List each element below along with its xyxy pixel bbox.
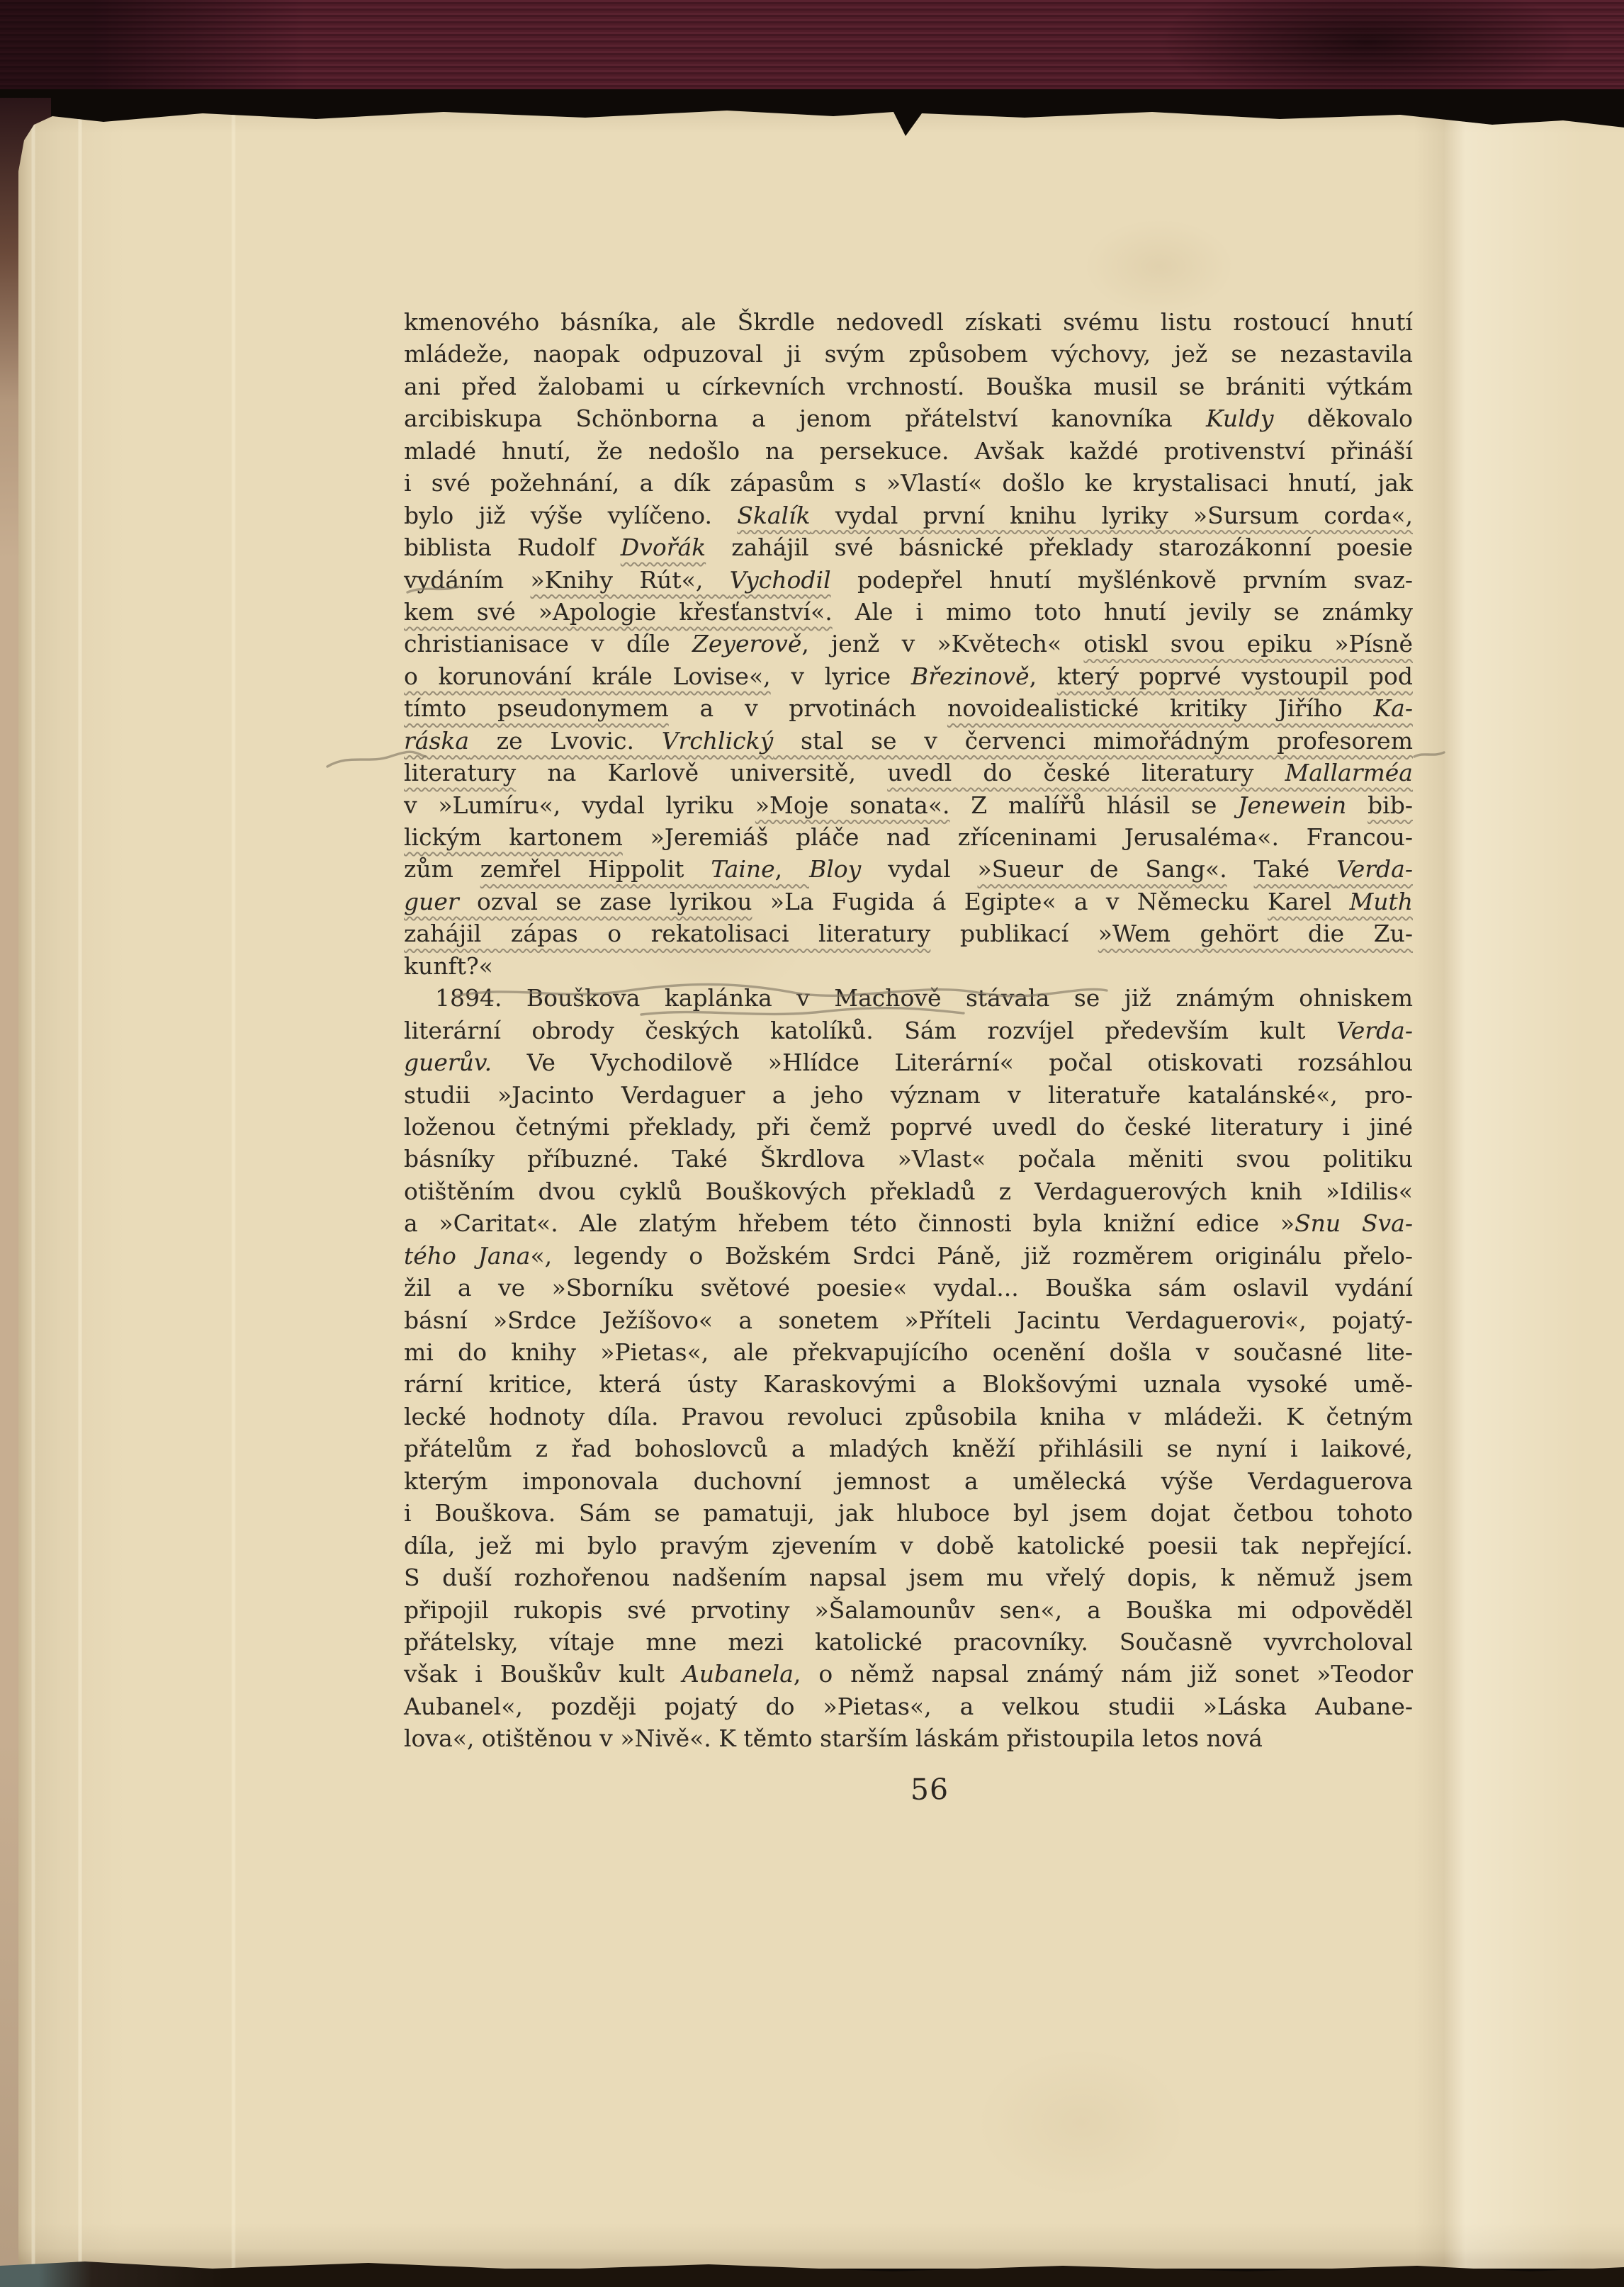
text-segment: 1894. Bouškova kaplánka v Machově stávala se již známým ohniskem xyxy=(435,984,1413,1012)
text-segment: vydal xyxy=(861,855,978,883)
text-segment: i své požehnání, a dík zápasům s »Vlastí« došlo ke krystalisaci hnutí, jak xyxy=(404,469,1413,497)
text-segment: Jenewein xyxy=(1238,791,1347,819)
pencil-underlined-text: o korunování krále Lovise«, xyxy=(404,662,771,690)
page-text xyxy=(404,306,1413,1755)
text-segment: na Karlově universitě, xyxy=(516,759,888,787)
text-segment: Ve Vychodilově »Hlídce Literární« počal otiskovati rozsáhlou xyxy=(492,1049,1413,1077)
text-line xyxy=(404,596,1413,628)
pencil-underlined-text: Taine xyxy=(711,855,775,883)
text-segment: , o němž napsal známý nám již sonet »Teodor xyxy=(793,1660,1413,1688)
pencil-underlined-text: Karel xyxy=(1267,887,1350,915)
text-segment: lecké hodnoty díla. Pravou revoluci způsobila kniha v mládeži. K četným xyxy=(404,1402,1413,1430)
text-segment: žil a ve »Sborníku světové poesie« vydal... Bouška sám oslavil vydání xyxy=(404,1274,1413,1302)
text-line xyxy=(404,1368,1413,1400)
text-segment: guerův. xyxy=(404,1049,492,1077)
pencil-underlined-text: literatury xyxy=(404,759,517,787)
text-segment xyxy=(1227,855,1254,883)
text-segment: Z malířů hlásil se xyxy=(949,791,1239,819)
text-segment xyxy=(1346,791,1368,819)
text-segment: kterým imponovala duchovní jemnost a umělecká výše Verdaguerova xyxy=(404,1467,1413,1495)
text-segment: arcibiskupa Schönborna a jenom přátelství kanovníka xyxy=(404,405,1206,433)
text-segment: Aubanel«, později pojatý do »Pietas«, a velkou studii »Láska Aubane- xyxy=(404,1692,1413,1720)
pencil-underlined-text: Vrchlický xyxy=(661,726,774,755)
text-line xyxy=(404,917,1413,949)
text-line xyxy=(404,499,1413,531)
text-segment: zahájil své básnické překlady starozákonní poesie xyxy=(706,533,1413,562)
text-line xyxy=(404,1497,1413,1529)
text-segment: přátelsky, vítaje mne mezi katolické pracovníky. Současně vyvrcholoval xyxy=(404,1627,1413,1656)
text-segment: Aubanela xyxy=(682,1660,794,1688)
text-line xyxy=(404,467,1413,499)
text-segment: bylo již výše vylíčeno. xyxy=(404,501,738,529)
text-line xyxy=(404,1272,1413,1304)
text-line xyxy=(404,821,1413,853)
text-line xyxy=(404,1722,1413,1754)
text-segment: «, legendy o Božském Srdci Páně, již rozměrem originálu přelo- xyxy=(530,1241,1413,1270)
pencil-underlined-text: ze Lvovic. xyxy=(469,726,662,755)
text-segment: Ale i mimo toto hnutí jevily se známky xyxy=(832,597,1413,626)
text-line xyxy=(404,757,1413,789)
text-segment: rární kritice, která ústy Karaskovými a Blokšovými uznala vysoké umě- xyxy=(404,1370,1413,1399)
text-segment: Kuldy xyxy=(1205,405,1274,433)
text-segment: zům xyxy=(404,855,480,883)
text-segment: otištěním dvou cyklů Bouškových překladů z Verdaguerových knih »Idilis« xyxy=(404,1177,1413,1205)
text-segment: Bloy xyxy=(808,855,862,883)
text-segment: Verda- xyxy=(1336,1016,1413,1044)
pencil-underlined-text: ozval se zase lyrikou xyxy=(458,887,752,915)
text-segment: díla, jež mi bylo pravým zjevením v době katolické poesii tak nepřející. xyxy=(404,1531,1413,1559)
text-segment: ani před žalobami u církevních vrchností. Bouška musil se brániti výtkám xyxy=(404,372,1413,400)
page-number: 56 xyxy=(910,1773,949,1807)
text-line xyxy=(404,725,1413,757)
text-segment: kunft?« xyxy=(404,951,493,980)
text-segment: mladé hnutí, že nedošlo na persekuce. Avšak každé protivenství přináší xyxy=(404,436,1413,465)
text-line xyxy=(404,1046,1413,1078)
pencil-underlined-text: Muth xyxy=(1349,887,1413,915)
text-line xyxy=(404,1175,1413,1207)
text-segment: publikací xyxy=(930,920,1098,948)
text-line xyxy=(404,1562,1413,1593)
text-segment: mládeže, naopak odpuzoval ji svým způsobem výchovy, jež se nezastavila xyxy=(404,340,1413,368)
text-segment: Zeyerově xyxy=(692,630,802,658)
text-line xyxy=(404,1530,1413,1562)
text-line xyxy=(404,1690,1413,1722)
text-line xyxy=(404,886,1413,917)
pencil-underlined-text: bib- xyxy=(1368,791,1413,819)
pencil-underlined-text: vydal první knihu lyriky »Sursum corda«, xyxy=(810,501,1413,529)
pencil-underlined-text: Také xyxy=(1253,855,1336,883)
text-line xyxy=(404,1143,1413,1175)
text-segment: mi do knihy »Pietas«, ale překvapujícího ocenění došla v současné lite- xyxy=(404,1338,1413,1366)
pencil-underlined-text: »Knihy Rút«, xyxy=(530,565,730,594)
text-segment: literární obrody českých katolíků. Sám rozvíjel především kult xyxy=(404,1016,1336,1044)
pencil-underlined-text: Vychodil xyxy=(729,565,831,594)
text-segment: básní »Srdce Ježíšovo« a sonetem »Příteli Jacintu Verdaguerovi«, pojatý- xyxy=(404,1306,1413,1334)
pencil-underlined-text: , xyxy=(774,855,809,883)
pencil-underlined-text: otiskl svou epiku »Písně xyxy=(1083,630,1413,658)
text-line xyxy=(404,371,1413,402)
text-segment: studii »Jacinto Verdaguer a jeho význam v literatuře katalánské«, pro- xyxy=(404,1080,1413,1109)
pencil-underlined-text: »Wem gehört die Zu- xyxy=(1098,920,1413,948)
text-line xyxy=(404,1336,1413,1368)
pencil-underlined-text: který poprvé vystoupil pod xyxy=(1056,662,1413,690)
text-line xyxy=(404,1207,1413,1239)
pencil-underlined-text: Dvořák xyxy=(620,533,706,562)
text-line xyxy=(404,950,1413,982)
text-segment: loženou četnými překlady, při čemž poprvé uvedl do české literatury i jiné xyxy=(404,1112,1413,1141)
pencil-underlined-text: stal se v červenci mimořádným profesorem xyxy=(773,726,1413,755)
text-line xyxy=(404,1079,1413,1111)
text-segment: S duší rozhořenou nadšením napsal jsem mu vřelý dopis, k němuž jsem xyxy=(404,1564,1413,1592)
text-segment: v »Lumíru«, vydal lyriku xyxy=(404,791,755,819)
text-line xyxy=(404,1658,1413,1690)
pencil-underlined-text: »Moje sonata«. xyxy=(755,791,950,819)
text-segment: biblista Rudolf xyxy=(404,533,621,562)
text-segment: básníky příbuzné. Také Škrdlova »Vlast« počala měniti svou politiku xyxy=(404,1145,1413,1173)
pencil-underlined-text: Skalík xyxy=(737,501,811,529)
text-line xyxy=(404,1594,1413,1626)
text-line xyxy=(404,692,1413,724)
text-line xyxy=(404,338,1413,370)
text-segment: christianisace v díle xyxy=(404,630,692,658)
text-line xyxy=(404,789,1413,821)
pencil-underlined-text: zemřel Hippolit xyxy=(480,855,711,883)
text-line xyxy=(404,1433,1413,1464)
text-segment: Snu Sva- xyxy=(1295,1209,1413,1238)
text-line xyxy=(404,1304,1413,1336)
text-line xyxy=(404,531,1413,563)
pencil-underlined-text: Ka- xyxy=(1373,694,1413,723)
text-segment: i Bouškova. Sám se pamatuji, jak hluboce byl jsem dojat četbou tohoto xyxy=(404,1499,1413,1528)
pencil-underlined-text: guer xyxy=(404,887,459,915)
text-segment: kmenového básníka, ale Škrdle nedovedl získati svému listu rostoucí hnutí xyxy=(404,308,1413,336)
text-line xyxy=(404,1626,1413,1658)
text-segment: , xyxy=(1029,662,1057,690)
pencil-underlined-text: ráska xyxy=(404,726,470,755)
pencil-underlined-text: tímto pseudonymem xyxy=(404,694,669,723)
text-line xyxy=(404,660,1413,692)
pencil-underlined-text: lickým kartonem xyxy=(404,823,623,851)
pencil-underlined-text: zahájil zápas o rekatolisaci literatury xyxy=(404,920,931,948)
text-segment: připojil rukopis své prvotiny »Šalamounův sen«, a Bouška mi odpověděl xyxy=(404,1596,1413,1624)
text-segment: tého Jana xyxy=(404,1241,531,1270)
pencil-underlined-text: Mallarméa xyxy=(1285,759,1413,787)
text-line xyxy=(404,306,1413,338)
pencil-underlined-text: »Sueur de Sang«. xyxy=(977,855,1227,883)
text-segment: a »Caritat«. Ale zlatým hřebem této činnosti byla knižní edice » xyxy=(404,1209,1295,1238)
text-line xyxy=(404,853,1413,885)
text-segment: Březinově xyxy=(910,662,1030,690)
text-line xyxy=(404,1401,1413,1433)
text-segment: lova«, otištěnou v »Nivě«. K těmto starším láskám přistoupila letos nová xyxy=(404,1724,1263,1753)
text-segment: děkovalo xyxy=(1273,405,1413,433)
text-line xyxy=(404,982,1413,1014)
text-segment: v lyrice xyxy=(770,662,911,690)
text-segment: »La Fugida á Egipte« a v Německu xyxy=(752,887,1268,915)
text-segment: »Jeremiáš pláče nad zříceninami Jerusaléma«. Francou- xyxy=(622,823,1413,851)
pencil-underlined-text: uvedl do české literatury xyxy=(887,759,1285,787)
text-segment: , jenž v »Květech« xyxy=(801,630,1084,658)
text-line xyxy=(404,564,1413,596)
text-segment: vydáním xyxy=(404,565,531,594)
text-line xyxy=(404,402,1413,434)
text-line xyxy=(404,1240,1413,1272)
text-segment: podepřel hnutí myšlénkově prvním svaz- xyxy=(830,565,1413,594)
text-segment: přátelům z řad bohoslovců a mladých kněží přihlásili se nyní i laikové, xyxy=(404,1435,1413,1463)
pencil-underlined-text: kem své »Apologie křesťanství«. xyxy=(404,597,833,626)
pencil-underlined-text: novoidealistické kritiky Jiřího xyxy=(947,694,1374,723)
pencil-underlined-text: Verda- xyxy=(1336,855,1413,883)
text-segment: však i Bouškův kult xyxy=(404,1660,682,1688)
text-line xyxy=(404,1015,1413,1046)
text-segment: a v prvotinách xyxy=(668,694,947,723)
text-line xyxy=(404,1111,1413,1143)
text-line xyxy=(404,628,1413,660)
text-line xyxy=(404,1465,1413,1497)
text-line xyxy=(404,435,1413,467)
